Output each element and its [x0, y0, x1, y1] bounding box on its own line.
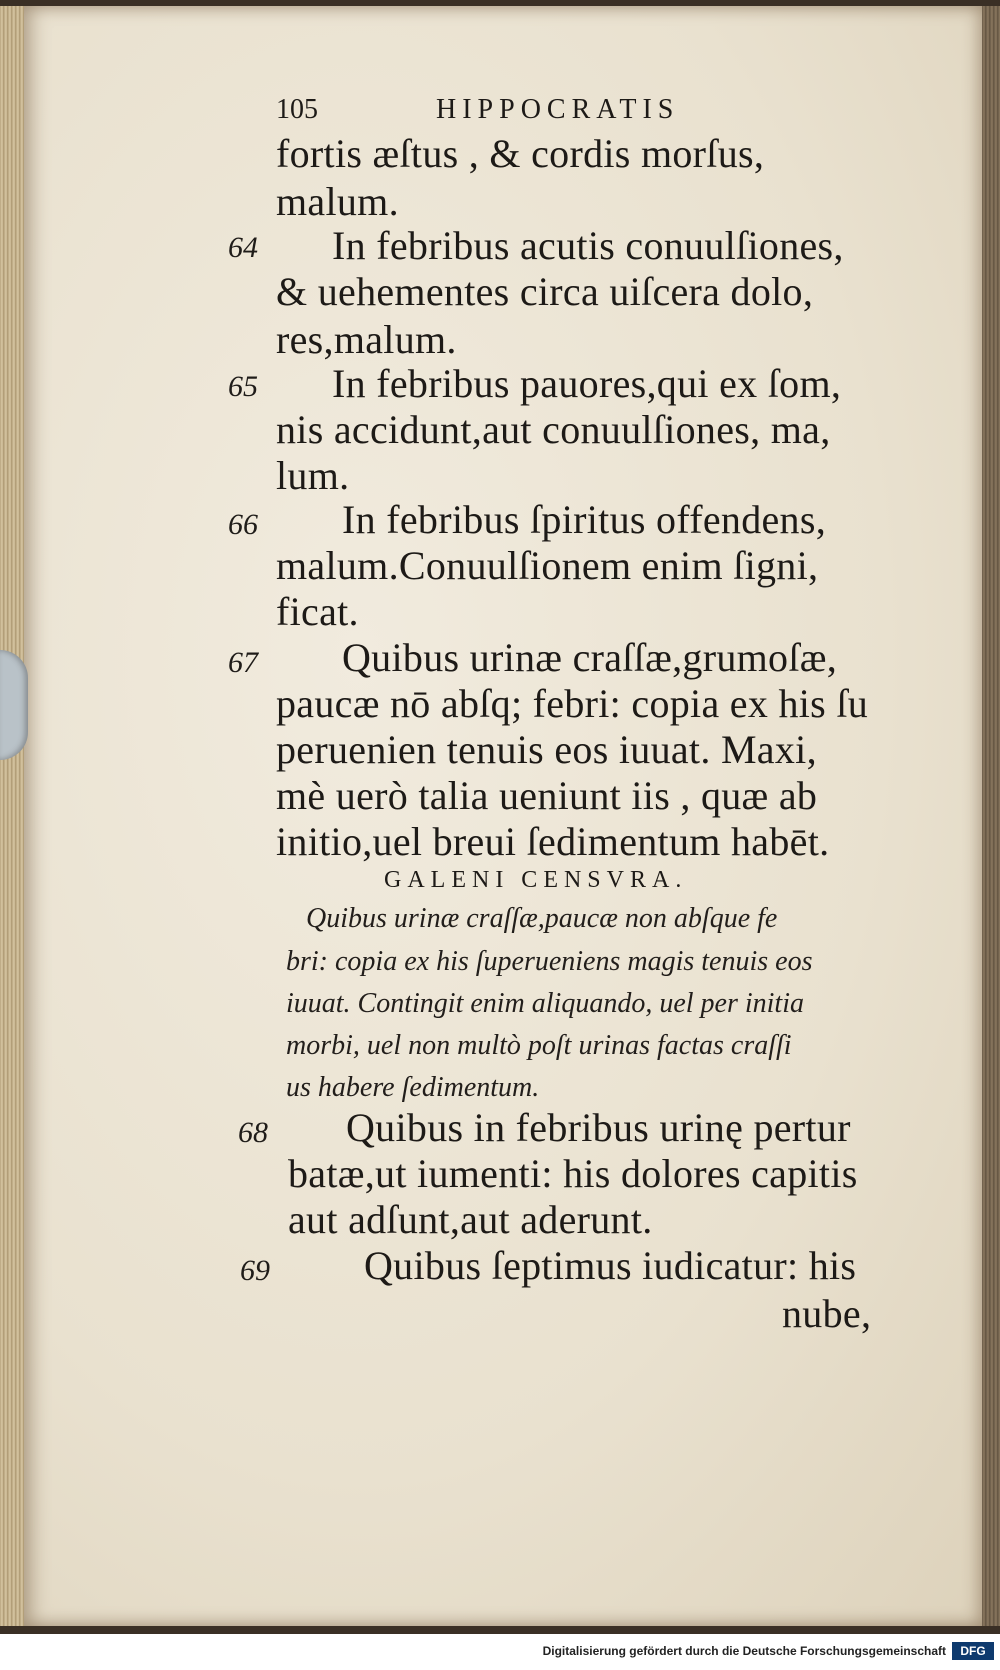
text-line: aut adſunt,aut aderunt. — [288, 1197, 653, 1242]
text-line: malum.Conuulſionem enim ſigni, — [276, 543, 819, 588]
text-line: malum. — [276, 179, 399, 224]
commentary-line: morbi, uel non multò poſt urinas factas craſſi — [286, 1030, 792, 1061]
aphorism-number: 65 — [228, 370, 258, 403]
clasp-tab — [0, 650, 28, 760]
dfg-logo: DFG — [952, 1642, 994, 1660]
text-line: Quibus in febribus urinę pertur — [346, 1105, 851, 1150]
text-line: mè uerò talia ueniunt iis , quæ ab — [276, 773, 818, 818]
text-line: lum. — [276, 453, 350, 498]
page-edge-left — [0, 6, 24, 1626]
text-line: peruenien tenuis eos iuuat. Maxi, — [276, 727, 817, 772]
text-line: paucæ nō abſq; febri: copia ex his ſu — [276, 681, 869, 726]
catchword: nube, — [782, 1291, 872, 1336]
page-number: 105 — [276, 94, 318, 125]
footer-credit: Digitalisierung gefördert durch die Deutsche Forschungsgemeinschaft — [542, 1644, 946, 1658]
commentary-line: bri: copia ex his ſuperueniens magis tenuis eos — [286, 946, 813, 977]
text-line: ficat. — [276, 589, 359, 634]
text-line: Quibus urinæ craſſæ,grumoſæ, — [342, 635, 838, 680]
text-line: initio,uel breui ſedimentum habēt. — [276, 819, 830, 864]
aphorism-number: 66 — [228, 508, 258, 541]
aphorism-number: 68 — [238, 1116, 268, 1149]
commentary-line: iuuat. Contingit enim aliquando, uel per initia — [286, 988, 804, 1019]
galen-heading: GALENI CENSVRA. — [384, 867, 688, 893]
text-line: fortis æſtus , & cordis morſus, — [276, 131, 765, 176]
text-line: Quibus ſeptimus iudicatur: his — [364, 1243, 857, 1288]
text-line: In febribus acutis conuulſiones, — [332, 223, 844, 268]
running-title: HIPPOCRATIS — [436, 94, 680, 125]
commentary-line: us habere ſedimentum. — [286, 1072, 540, 1103]
page-edge-right — [982, 6, 1000, 1626]
text-line: & uehementes circa uiſcera dolo, — [276, 269, 814, 314]
text-line: In febribus pauores,qui ex ſom, — [332, 361, 842, 406]
text-line: batæ,ut iumenti: his dolores capitis — [288, 1151, 858, 1196]
aphorism-number: 69 — [240, 1254, 270, 1287]
text-line: nis accidunt,aut conuulſiones, ma, — [276, 407, 831, 452]
aphorism-number: 64 — [228, 231, 258, 264]
commentary-line: Quibus urinæ craſſæ,paucæ non abſque fe — [306, 903, 778, 934]
text-line: In febribus ſpiritus offendens, — [342, 497, 827, 542]
aphorism-number: 67 — [228, 646, 258, 679]
footer-bar — [0, 1634, 1000, 1670]
text-line: res,malum. — [276, 317, 457, 362]
